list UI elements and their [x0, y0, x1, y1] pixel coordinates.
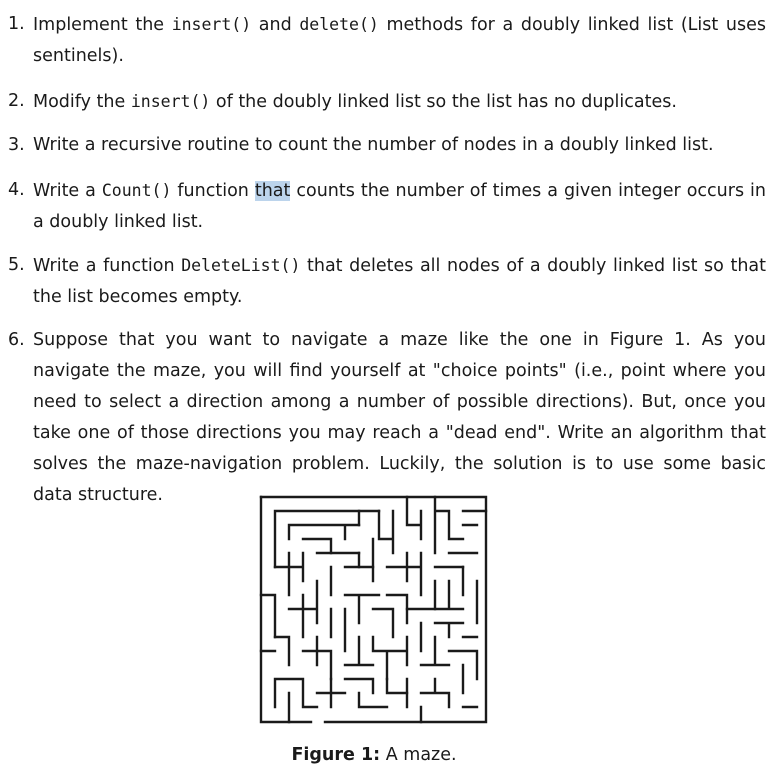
- highlighted-word[interactable]: that: [254, 181, 291, 201]
- text-run: Write a recursive routine to count the number of nodes in a doubly linked list.: [33, 135, 714, 155]
- exercise-text: [33, 86, 766, 118]
- exercise-number: 4.: [8, 180, 25, 200]
- text-run: counts the number of times a given integer occurs in a doubly linked list.: [33, 181, 766, 232]
- exercise-2: [8, 86, 766, 118]
- text-run: of the doubly linked list so the list has no duplicates.: [210, 92, 677, 112]
- text-run: Modify the: [33, 92, 131, 112]
- text-run: Write a: [33, 181, 102, 201]
- code-insert: insert(): [171, 15, 252, 34]
- figure-caption: [0, 742, 748, 768]
- figure-caption-text: A maze.: [385, 745, 457, 765]
- text-run: that deletes all nodes of a doubly linked list so that the list becomes empty.: [33, 256, 766, 307]
- text-run: Write a function: [33, 256, 182, 276]
- exercise-3: [8, 130, 766, 161]
- exercise-6: [8, 325, 766, 511]
- exercise-4: [8, 175, 766, 238]
- exercise-text: [33, 130, 766, 161]
- text-run: and: [251, 15, 300, 35]
- figure-label: Figure 1:: [291, 745, 381, 765]
- code-insert: insert(): [130, 92, 211, 111]
- text-run: Implement the: [33, 15, 172, 35]
- exercise-text: [33, 250, 766, 313]
- text-run: function: [171, 181, 255, 201]
- code-delete: delete(): [299, 15, 379, 34]
- exercise-number: 1.: [8, 14, 25, 34]
- code-deletelist: DeleteList(): [181, 256, 301, 275]
- text-run: Suppose that you want to navigate a maze like the one in Figure 1. As you navigate the maze, you will find yourself at "choice points" (i.e., point where you need to select a direction among a number of possible directions). But, once you take one of those directions you may reach a "dead end". Write an algorithm that solves the maze-navigation problem. Luckily, the solution is to use some basic data structure.: [33, 330, 766, 505]
- exercise-1: [8, 9, 766, 72]
- exercise-number: 6.: [8, 330, 25, 350]
- maze-figure: [259, 495, 488, 724]
- exercise-number: 5.: [8, 255, 25, 275]
- text-run: methods for a doubly linked list (List uses sentinels).: [33, 15, 766, 66]
- exercise-number: 3.: [8, 135, 25, 155]
- exercise-text: [33, 9, 766, 72]
- exercise-text: [33, 175, 766, 238]
- code-count: Count(): [101, 181, 172, 200]
- exercise-number: 2.: [8, 91, 25, 111]
- exercise-5: [8, 250, 766, 313]
- exercise-text: [33, 325, 766, 511]
